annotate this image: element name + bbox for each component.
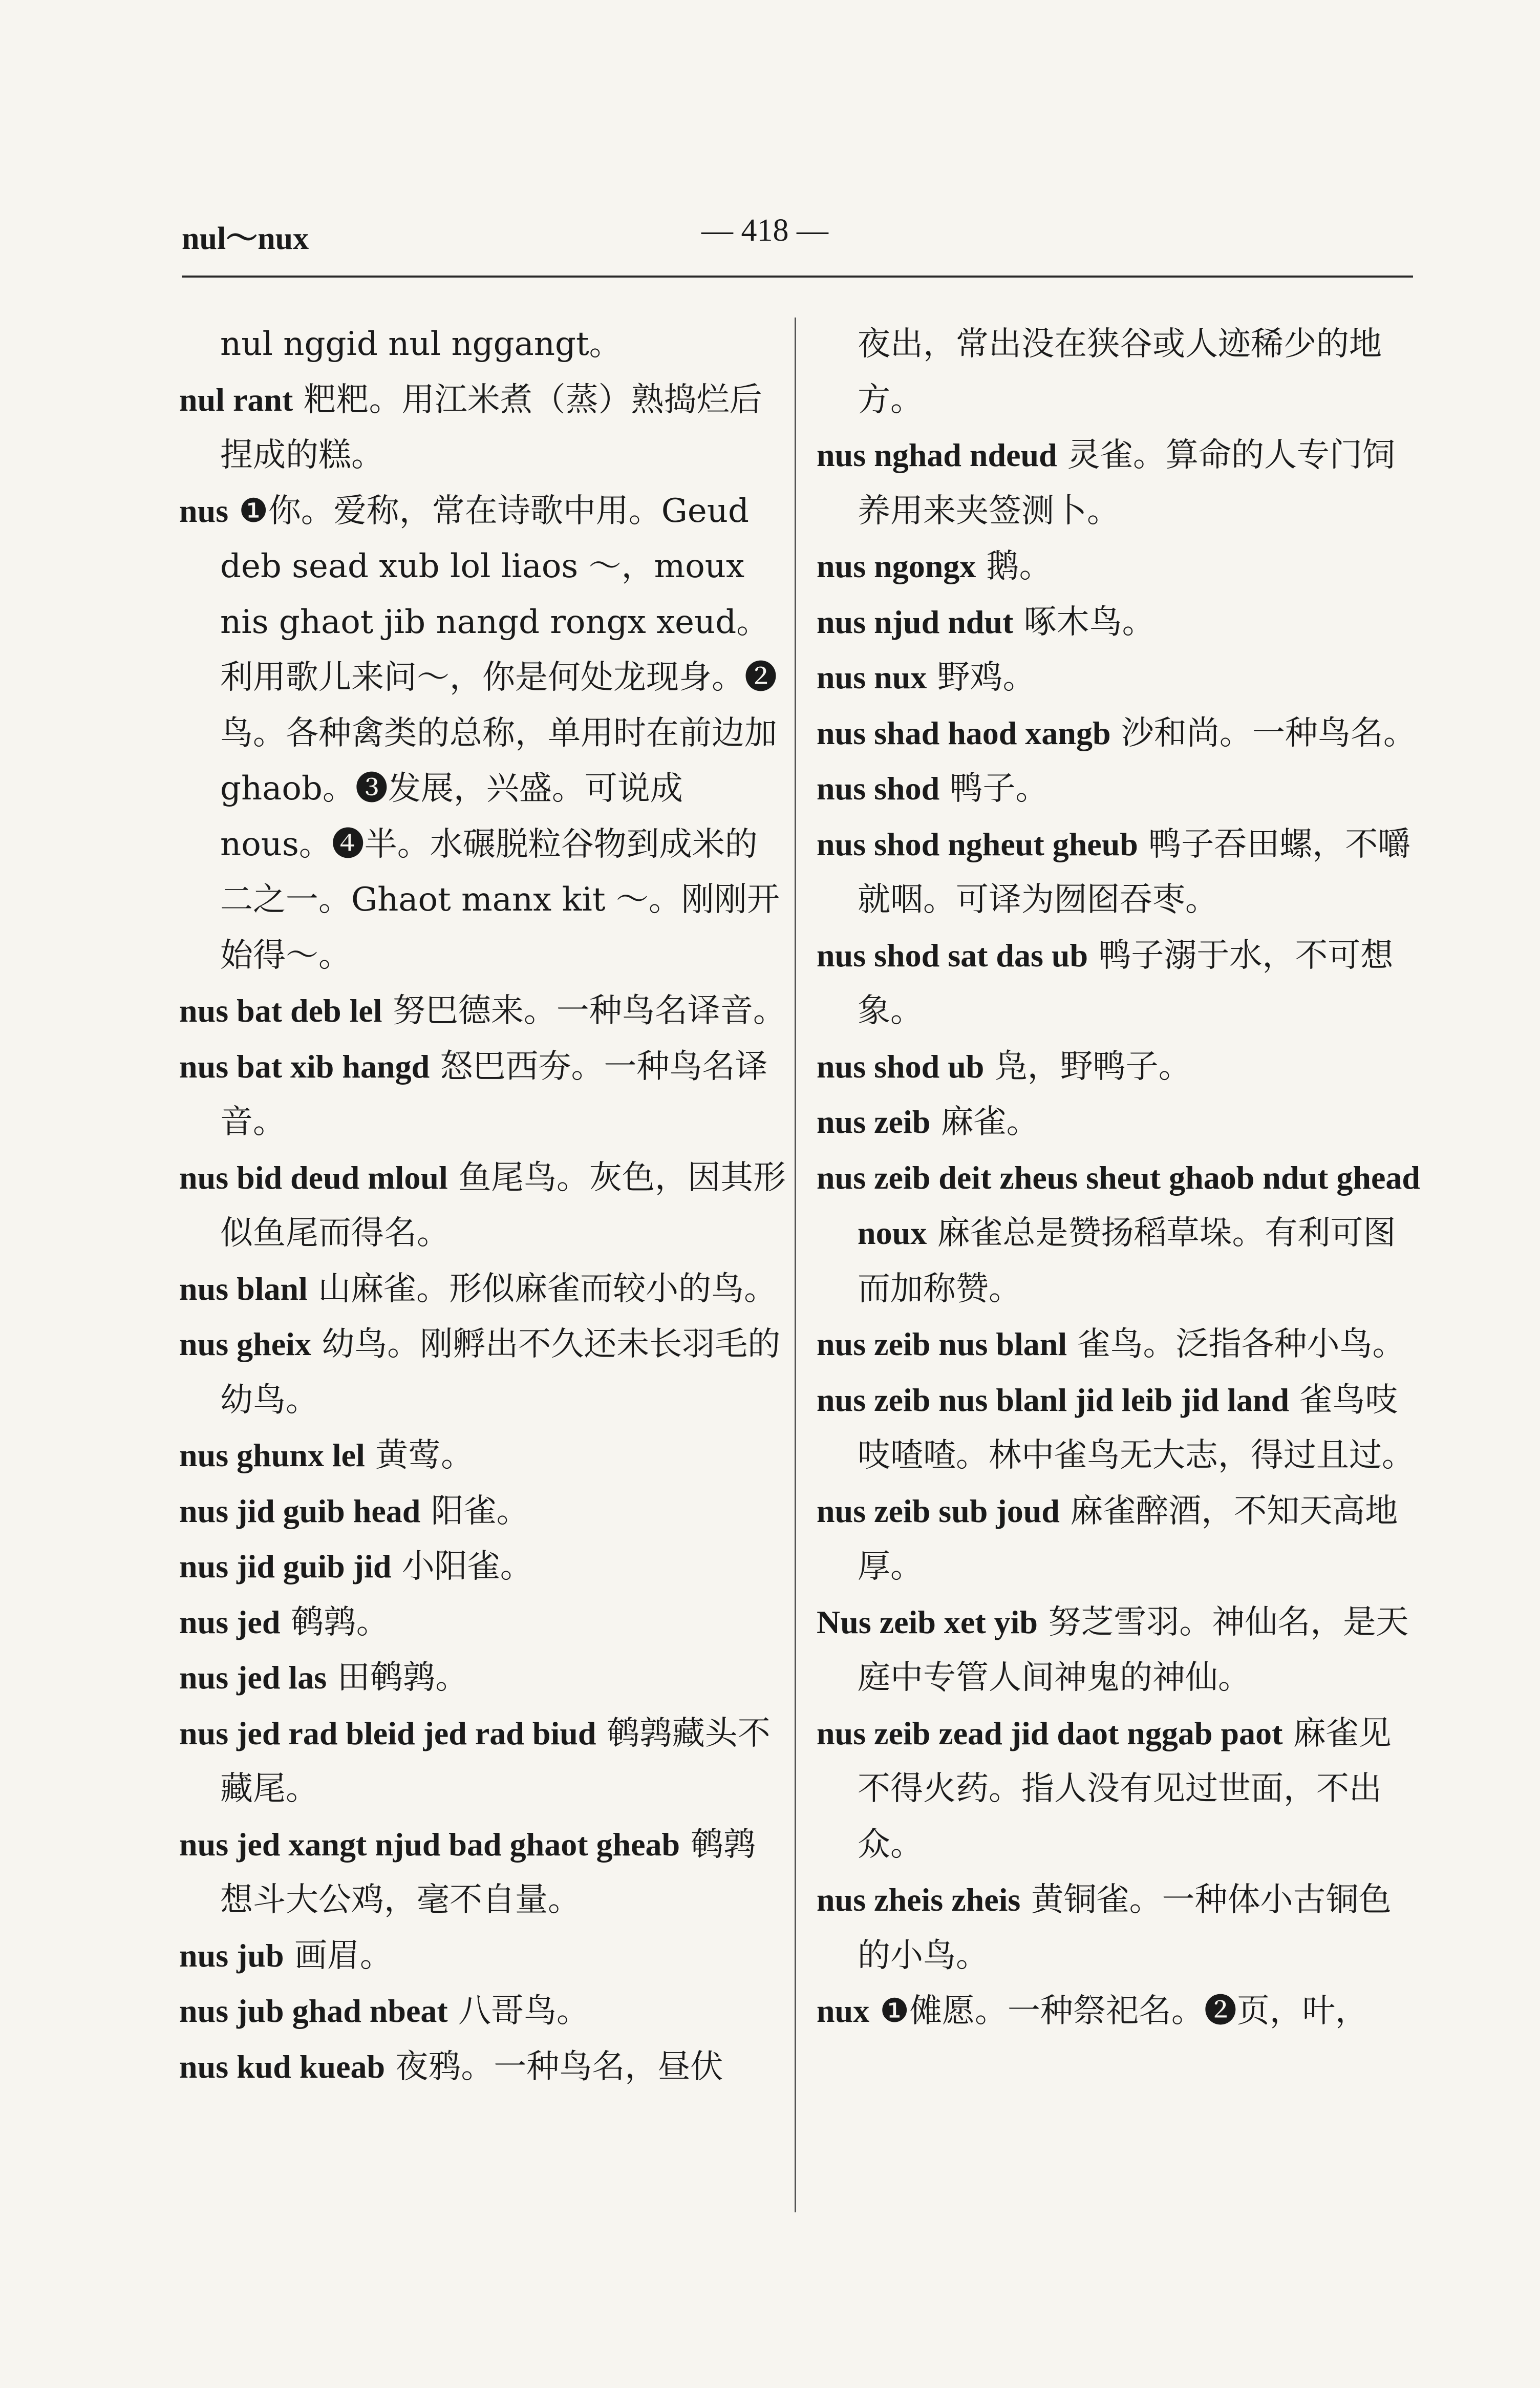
headword: nux xyxy=(817,1993,870,2029)
dictionary-entry xyxy=(817,1872,1421,1983)
definition: 田鹌鹑。 xyxy=(327,1659,468,1697)
definition: 野鸡。 xyxy=(927,659,1036,696)
definition: 麻雀见不得火药。指人没有见过世面，不出众。 xyxy=(858,1714,1392,1864)
definition: 努巴德来。一种鸟名译音。 xyxy=(382,992,786,1030)
dictionary-entry xyxy=(817,1372,1421,1484)
dictionary-entry xyxy=(179,1983,788,2039)
headword: nus shod ngheut gheub xyxy=(817,826,1138,862)
definition: 鸭子。 xyxy=(939,770,1049,808)
headword: nul rant xyxy=(179,381,293,418)
dictionary-entry xyxy=(179,1484,788,1539)
dictionary-entry xyxy=(179,372,788,483)
definition: 努芝雪羽。神仙名，是天庭中专管人间神鬼的神仙。 xyxy=(858,1603,1409,1697)
definition: 八哥鸟。 xyxy=(447,1992,590,2030)
definition: 黄莺。 xyxy=(365,1436,474,1474)
headword: nus shod ub xyxy=(817,1048,985,1085)
headword: nus bid deud mloul xyxy=(179,1159,448,1196)
column-divider xyxy=(795,318,796,2212)
dictionary-entry xyxy=(179,1039,788,1150)
dictionary-entry xyxy=(817,928,1421,1039)
headword: nus xyxy=(179,492,229,529)
dictionary-entry xyxy=(817,428,1421,539)
headword: nus zeib deit zheus sheut ghaob ndut ghead noux xyxy=(817,1159,1420,1251)
definition: 山麻雀。形似麻雀而较小的鸟。 xyxy=(307,1270,777,1308)
dictionary-entry xyxy=(179,483,788,984)
headword: nus jed rad bleid jed rad biud xyxy=(179,1715,596,1751)
definition: 啄木鸟。 xyxy=(1013,603,1155,641)
dictionary-entry xyxy=(817,1150,1421,1317)
headword: nus jub ghad nbeat xyxy=(179,1993,448,2029)
headword: nus jed xangt njud bad ghaot gheab xyxy=(179,1826,680,1863)
dictionary-entry xyxy=(179,1150,788,1261)
entry-continuation: 夜出，常出没在狭谷或人迹稀少的地方。 xyxy=(858,325,1382,419)
page-number: — 418 — xyxy=(701,213,828,248)
headword: nus ngongx xyxy=(817,548,976,584)
dictionary-entry xyxy=(817,817,1421,928)
dictionary-entry xyxy=(179,1928,788,1984)
definition: 鹅。 xyxy=(976,547,1052,585)
definition: 麻雀总是赞扬稻草垛。有利可图而加称赞。 xyxy=(858,1214,1396,1308)
dictionary-entry xyxy=(817,761,1421,817)
headword: nus bat deb lel xyxy=(179,992,382,1029)
headword: nus nux xyxy=(817,659,927,695)
definition: 鹌鹑想斗大公鸡，毫不自量。 xyxy=(220,1825,756,1919)
headword: nus shod xyxy=(817,770,940,807)
definition: 怒巴西夯。一种鸟名译音。 xyxy=(220,1047,768,1141)
dictionary-entry xyxy=(179,983,788,1039)
definition: 雀鸟吱吱喳喳。林中雀鸟无大志，得过且过。 xyxy=(858,1381,1415,1474)
definition: 凫，野鸭子。 xyxy=(984,1047,1191,1086)
definition: 麻雀。 xyxy=(930,1103,1039,1141)
dictionary-entry xyxy=(817,706,1421,762)
dictionary-entry xyxy=(179,2039,788,2095)
headword: nus jed las xyxy=(179,1659,327,1696)
dictionary-entry xyxy=(817,539,1421,595)
headword: nus shad haod xangb xyxy=(817,714,1111,751)
dictionary-entry xyxy=(179,1650,788,1706)
headword: nus jid guib jid xyxy=(179,1548,392,1584)
headword: nus blanl xyxy=(179,1270,308,1307)
headword: nus zheis zheis xyxy=(817,1882,1021,1918)
definition: 小阳雀。 xyxy=(391,1548,533,1586)
running-head xyxy=(182,213,1413,269)
headword: Nus zeib xet yib xyxy=(817,1603,1038,1640)
dictionary-entry xyxy=(817,1094,1421,1150)
entry-continuation: nul nggid nul nggangt。 xyxy=(220,325,622,363)
left-column xyxy=(179,316,788,2095)
definition: 雀鸟。泛指各种小鸟。 xyxy=(1067,1325,1405,1363)
definition: 黄铜雀。一种体小古铜色的小鸟。 xyxy=(858,1881,1392,1975)
definition: ❶傩愿。一种祭祀名。❷页，叶， xyxy=(869,1992,1368,2030)
headword: nus nghad ndeud xyxy=(817,437,1057,473)
definition: 鸭子溺于水，不可想象。 xyxy=(858,936,1394,1030)
dictionary-entry xyxy=(179,1261,788,1317)
definition: 沙和尚。一种鸟名。 xyxy=(1110,714,1416,752)
definition: 粑粑。用江米煮（蒸）熟捣烂后捏成的糕。 xyxy=(220,381,762,474)
headword: nus njud ndut xyxy=(817,603,1014,640)
definition: 画眉。 xyxy=(284,1936,393,1975)
header-rule xyxy=(182,276,1413,278)
dictionary-entry xyxy=(179,1595,788,1651)
headword: nus jed xyxy=(179,1603,281,1640)
dictionary-entry xyxy=(817,650,1421,706)
dictionary-entry xyxy=(817,1484,1421,1595)
definition: ❶你。爱称，常在诗歌中用。Geud deb sead xub lol liaos ～，moux nis ghaot jib nangd rongx xeud。利用歌儿来问～，你是何处龙现身。❷鸟。各种禽类的总称，单用时在前边加 ghaob。❸发展，兴盛。可说成 nous。❹半。水碾脱粒谷物到成米的二之一。Ghaot manx kit ～。刚刚开始得～。 xyxy=(220,492,780,975)
headword: nus jub xyxy=(179,1937,284,1974)
headword: nus zeib sub joud xyxy=(817,1492,1060,1529)
dictionary-entry xyxy=(179,1706,788,1817)
headword: nus zeib xyxy=(817,1104,931,1140)
definition: 麻雀醉酒，不知天高地厚。 xyxy=(858,1492,1398,1586)
headword: nus shod sat das ub xyxy=(817,937,1088,974)
dictionary-entry xyxy=(817,1317,1421,1372)
entry-range: nul～nux xyxy=(182,221,309,256)
definition: 鹌鹑。 xyxy=(280,1603,389,1641)
dictionary-entry xyxy=(179,1428,788,1484)
right-column xyxy=(817,316,1421,2039)
dictionary-entry xyxy=(179,1539,788,1595)
headword: nus zeib nus blanl jid leib jid land xyxy=(817,1381,1290,1418)
headword: nus zeib zead jid daot nggab paot xyxy=(817,1715,1283,1751)
definition: 鱼尾鸟。灰色，因其形似鱼尾而得名。 xyxy=(220,1158,786,1252)
headword: nus gheix xyxy=(179,1326,311,1362)
dictionary-entry xyxy=(179,1817,788,1928)
definition: 鸭子吞田螺，不嚼就咽。可译为囫囵吞枣。 xyxy=(858,825,1411,919)
headword: nus jid guib head xyxy=(179,1492,421,1529)
headword: nus bat xib hangd xyxy=(179,1048,430,1085)
dictionary-entry xyxy=(817,1983,1421,2039)
definition: 灵雀。算命的人专门饲养用来夹签测卜。 xyxy=(858,436,1395,530)
headword: nus zeib nus blanl xyxy=(817,1326,1067,1362)
dictionary-entry xyxy=(817,595,1421,650)
definition: 阳雀。 xyxy=(420,1492,529,1530)
dictionary-entry xyxy=(817,1039,1421,1095)
definition: 鹌鹑藏头不藏尾。 xyxy=(220,1714,771,1808)
definition: 幼鸟。刚孵出不久还未长羽毛的幼鸟。 xyxy=(220,1325,781,1419)
definition: 夜鸦。一种鸟名，昼伏 xyxy=(385,2047,723,2086)
headword: nus ghunx lel xyxy=(179,1437,365,1473)
headword: nus kud kueab xyxy=(179,2048,386,2085)
dictionary-entry xyxy=(179,1317,788,1428)
dictionary-entry xyxy=(817,1706,1421,1873)
dictionary-entry xyxy=(817,1595,1421,1706)
